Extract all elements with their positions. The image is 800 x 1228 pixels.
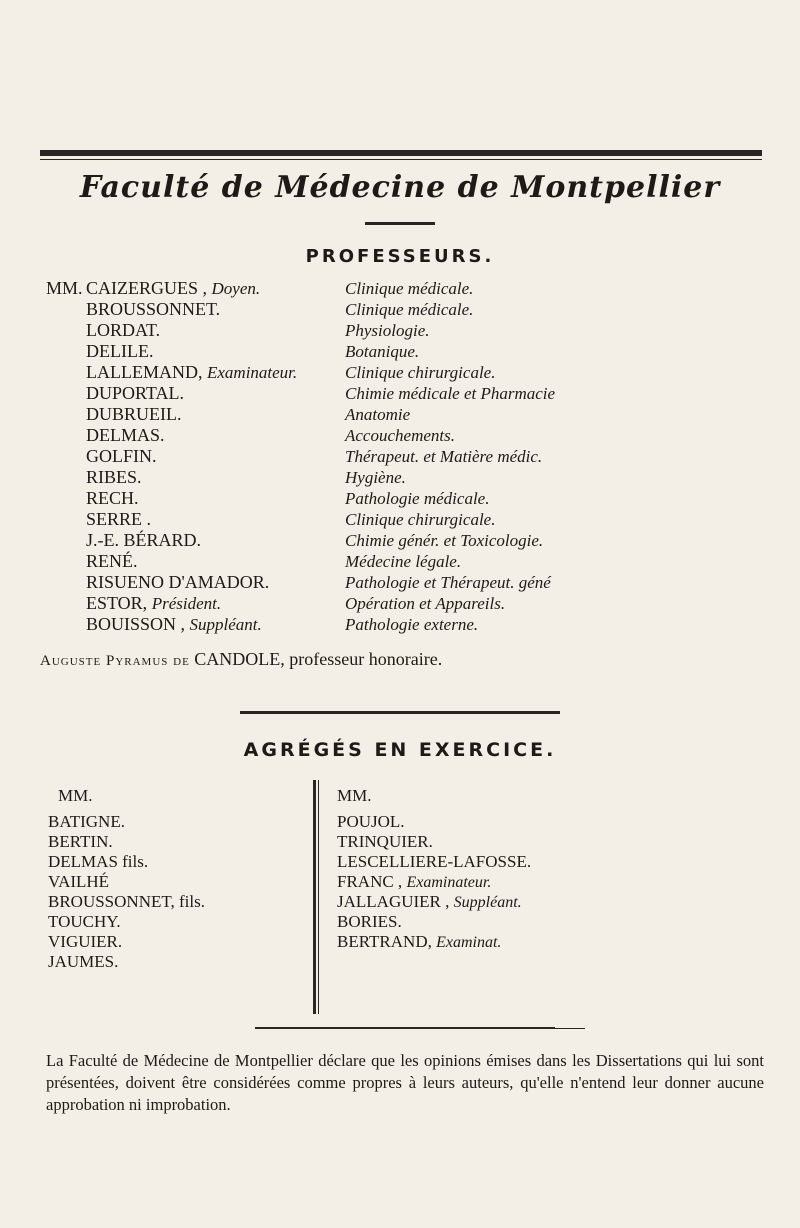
professor-name: CAIZERGUES , (86, 278, 212, 298)
professor-row (46, 299, 346, 320)
professor-name: SERRE . (86, 509, 152, 529)
agrege-row (337, 852, 667, 872)
professor-subject: Chimie médicale et Pharmacie (345, 384, 556, 403)
title-underline (365, 222, 435, 225)
agrege-row (337, 912, 667, 932)
professor-row (46, 320, 346, 341)
professor-name: DELMAS. (86, 425, 165, 445)
professor-subject: Pathologie externe. (345, 615, 479, 634)
agrege-name: BROUSSONNET, fils. (48, 892, 205, 911)
professor-subject: Clinique chirurgicale. (345, 510, 496, 529)
agrege-name: BERTRAND, (337, 932, 437, 951)
professor-subject: Pathologie et Thérapeut. géné (345, 573, 551, 592)
professor-name: LORDAT. (86, 320, 161, 340)
professor-row (46, 551, 346, 572)
professor-name: BROUSSONNET. (86, 299, 221, 319)
agrege-name: BERTIN. (48, 832, 113, 851)
agrege-name: FRANC , (337, 872, 407, 891)
agrege-name: TOUCHY. (48, 912, 121, 931)
agrege-row (48, 892, 278, 912)
column-divider-thick (313, 780, 316, 1014)
professor-name: GOLFIN. (86, 446, 157, 466)
professor-name: RIBES. (86, 467, 142, 487)
professor-subject: Physiologie. (345, 321, 430, 340)
professor-subject: Clinique médicale. (345, 279, 474, 298)
professor-name: DUBRUEIL. (86, 404, 182, 424)
honorary-name: CANDOLE (194, 649, 281, 669)
disclaimer-text: La Faculté de Médecine de Montpellier déclare que les opinions émises dans les Dissertations qui lui sont présentées, doivent être considérées comme propres à leurs auteurs, qu'elle n'entend leur donner aucune approbation ni improbation. (46, 1051, 764, 1114)
agrege-row (337, 932, 667, 952)
professor-name: J.-E. BÉRARD. (86, 530, 202, 550)
honorary-title: , professeur honoraire. (280, 649, 443, 669)
professor-row (46, 467, 346, 488)
professor-role: Examinateur. (206, 363, 298, 382)
professor-name: RENÉ. (86, 551, 138, 571)
agrege-row (337, 832, 667, 852)
professor-name: BOUISSON , (86, 614, 190, 634)
column-divider-thin (318, 780, 319, 1014)
professor-subject: Chimie génér. et Toxicologie. (345, 531, 544, 550)
agrege-row (48, 932, 278, 952)
agreges-right-column (337, 786, 667, 952)
agrege-name: VAILHÉ (48, 872, 110, 891)
professor-role: Doyen. (211, 279, 261, 298)
honorary-professor (40, 649, 780, 670)
professor-subjects-list (345, 278, 765, 635)
header-rule-thin (40, 159, 762, 160)
professor-subject: Pathologie médicale. (345, 489, 490, 508)
agreges-right-head: MM. (337, 786, 372, 805)
professors-heading: PROFESSEURS. (305, 246, 495, 267)
professor-row (46, 383, 346, 404)
footer-rule-tail (555, 1028, 585, 1029)
agrege-role: Examinat. (436, 934, 502, 951)
agrege-row (48, 872, 278, 892)
agrege-name: POUJOL. (337, 812, 405, 831)
agrege-row (48, 912, 278, 932)
professor-row (46, 572, 346, 593)
professor-row (46, 278, 346, 299)
professor-row (46, 446, 346, 467)
professor-subject: Thérapeut. et Matière médic. (345, 447, 543, 466)
agrege-row (48, 832, 278, 852)
professor-subject: Clinique médicale. (345, 300, 474, 319)
professor-row (46, 425, 346, 446)
professor-name: ESTOR, (86, 593, 152, 613)
agreges-left-head: MM. (58, 786, 93, 805)
professor-subject: Accouchements. (345, 426, 455, 445)
professor-role: Suppléant. (189, 615, 262, 634)
agrege-row (337, 892, 667, 912)
professor-name: RISUENO D'AMADOR. (86, 572, 270, 592)
agrege-name: BORIES. (337, 912, 402, 931)
agrege-row (48, 852, 278, 872)
professor-row (46, 488, 346, 509)
professor-row (46, 341, 346, 362)
professor-subject: Hygiène. (345, 468, 406, 487)
professor-row (46, 530, 346, 551)
professor-subject: Clinique chirurgicale. (345, 363, 496, 382)
agrege-name: TRINQUIER. (337, 832, 433, 851)
agrege-name: VIGUIER. (48, 932, 123, 951)
faculty-title: Faculté de Médecine de Montpellier (79, 170, 721, 205)
professor-row (46, 593, 346, 614)
professor-subject: Médecine légale. (345, 552, 462, 571)
agrege-name: JAUMES. (48, 952, 119, 971)
footer-rule (255, 1027, 555, 1029)
professor-name: DUPORTAL. (86, 383, 184, 403)
agrege-role: Suppléant. (453, 894, 522, 911)
professor-row (46, 362, 346, 383)
agreges-heading: AGRÉGÉS EN EXERCICE. (243, 739, 557, 761)
agrege-name: BATIGNE. (48, 812, 125, 831)
agrege-row (337, 872, 667, 892)
professor-names-list (46, 278, 346, 635)
professor-name: LALLEMAND, (86, 362, 207, 382)
professor-row (46, 614, 346, 635)
section-divider (240, 711, 560, 714)
agrege-role: Examinateur. (406, 874, 492, 891)
professor-subject: Botanique. (345, 342, 420, 361)
agrege-name: DELMAS fils. (48, 852, 149, 871)
professor-name: DELILE. (86, 341, 154, 361)
prefix-mm: MM. (46, 278, 83, 298)
professor-role: Président. (151, 594, 222, 613)
professor-subject: Anatomie (345, 405, 411, 424)
professor-subject: Opération et Appareils. (345, 594, 506, 613)
header-rule-thick (40, 150, 762, 156)
professor-row (46, 404, 346, 425)
agreges-left-column (48, 786, 278, 972)
agrege-row (48, 952, 278, 972)
agrege-row (337, 812, 667, 832)
agrege-row (48, 812, 278, 832)
honorary-name-prefix: Auguste Pyramus de (40, 653, 190, 669)
professor-name: RECH. (86, 488, 139, 508)
agrege-name: LESCELLIERE-LAFOSSE. (337, 852, 532, 871)
agrege-name: JALLAGUIER , (337, 892, 454, 911)
professor-row (46, 509, 346, 530)
